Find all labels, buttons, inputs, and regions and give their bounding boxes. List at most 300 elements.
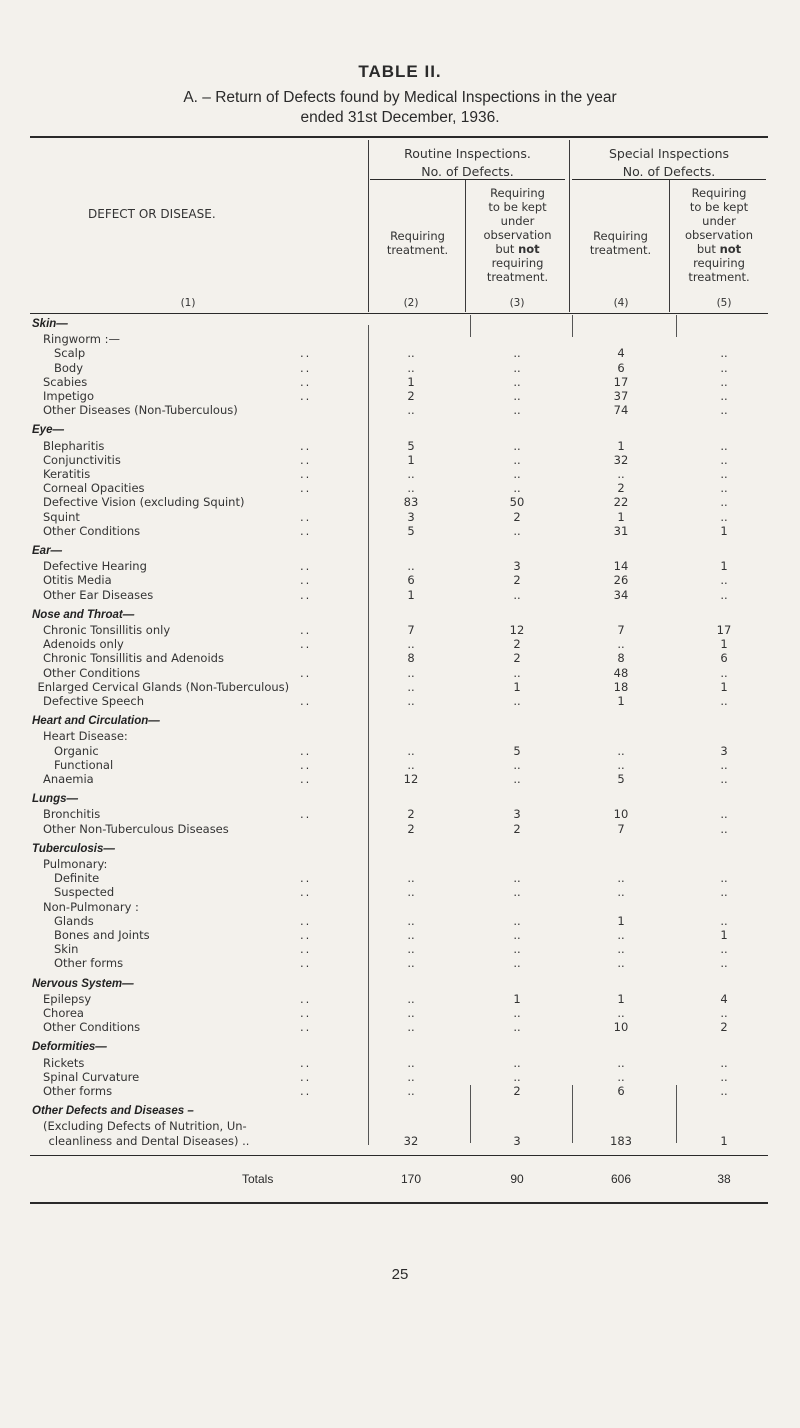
column-number-4: (4): [613, 297, 629, 309]
row-value: 2: [513, 509, 521, 524]
row-value: 3: [513, 559, 521, 574]
row-value: ..: [513, 360, 521, 375]
row-value: ..: [720, 665, 728, 680]
leader-dots: ..: [300, 928, 312, 942]
row-value: ..: [720, 509, 728, 524]
leader-dots: ..: [300, 623, 312, 637]
row-value: ..: [407, 559, 415, 574]
table-row: [0, 510, 800, 524]
row-label: Otitis Media: [43, 573, 112, 588]
row-value: 1: [720, 1133, 728, 1148]
row-value: ..: [513, 665, 521, 680]
leader-dots: ..: [300, 665, 312, 680]
header-col5-not: not: [719, 242, 742, 256]
row-label: Glands: [54, 913, 94, 928]
row-value: ..: [513, 757, 521, 772]
row-value: 1: [617, 438, 625, 453]
row-value: 83: [403, 495, 419, 510]
row-value: ..: [720, 452, 728, 467]
row-value: ..: [513, 346, 521, 361]
row-value: ..: [720, 1084, 728, 1098]
row-label: Corneal Opacities: [43, 481, 145, 496]
row-value: ..: [720, 573, 728, 588]
row-label: Other Non-Tuberculous Diseases: [43, 821, 229, 836]
column-number-1: (1): [180, 297, 196, 309]
row-value: 17: [613, 374, 629, 389]
table-row: [0, 332, 800, 346]
header-col5: [670, 186, 768, 284]
row-value: 2: [513, 637, 521, 652]
row-value: 1: [407, 452, 415, 467]
row-value: 4: [617, 346, 625, 361]
totals-top-rule: [30, 1155, 768, 1156]
column-number-2: (2): [403, 297, 419, 309]
leader-dots: ..: [300, 1069, 312, 1084]
header-col4-line-1: Requiring: [593, 229, 648, 243]
row-value: 12: [509, 623, 525, 637]
row-value: ..: [407, 1084, 415, 1098]
row-value: ..: [617, 928, 625, 942]
section-heading: Lungs—: [32, 793, 78, 806]
row-label: Other forms: [43, 1084, 113, 1098]
table-row: [0, 495, 800, 509]
leader-dots: ..: [300, 772, 312, 786]
row-label: Pulmonary:: [43, 857, 108, 871]
row-value: 34: [613, 587, 629, 602]
row-value: ..: [513, 523, 521, 538]
row-label: Spinal Curvature: [43, 1069, 140, 1084]
row-value: 2: [407, 821, 415, 836]
header-col5-line-7: treatment.: [688, 270, 750, 284]
row-value: ..: [407, 403, 415, 418]
row-value: ..: [513, 956, 521, 971]
row-value: 48: [613, 665, 629, 680]
row-value: ..: [720, 481, 728, 496]
row-value: ..: [407, 694, 415, 708]
row-label: Rickets: [43, 1055, 85, 1070]
leader-dots: ..: [300, 807, 312, 822]
row-value: ..: [407, 956, 415, 971]
row-value: ..: [513, 403, 521, 418]
row-label: cleanliness and Dental Diseases) ..: [48, 1133, 250, 1148]
table-row: [0, 694, 800, 708]
row-value: ..: [513, 587, 521, 602]
leader-dots: ..: [300, 871, 312, 886]
row-value: ..: [720, 1069, 728, 1084]
header-col4: [572, 229, 669, 257]
row-value: ..: [617, 743, 625, 758]
row-value: ..: [407, 743, 415, 758]
row-value: ..: [407, 637, 415, 652]
row-label: Keratitis: [43, 467, 91, 481]
row-label: Non-Pulmonary :: [43, 899, 139, 914]
row-value: ..: [720, 757, 728, 772]
table-row: [0, 651, 800, 665]
table-row: [0, 1056, 800, 1070]
row-value: 5: [617, 772, 625, 786]
section-heading: Nervous System—: [32, 977, 134, 990]
row-value: 5: [407, 523, 415, 538]
totals-value: 38: [717, 1172, 731, 1186]
header-col5-line-2: to be kept: [689, 200, 749, 214]
row-label: Defective Vision (excluding Squint): [43, 495, 245, 510]
row-value: ..: [407, 346, 415, 361]
row-label: Conjunctivitis: [43, 452, 121, 467]
row-label: Body: [54, 360, 84, 375]
row-value: 17: [716, 623, 732, 637]
row-value: ..: [720, 1055, 728, 1070]
header-special: [572, 145, 766, 181]
table-row: [0, 573, 800, 587]
row-value: ..: [720, 807, 728, 822]
table-row: [0, 885, 800, 899]
header-routine-line-1: Routine Inspections.: [404, 146, 531, 161]
table-row: [0, 744, 800, 758]
row-value: ..: [513, 438, 521, 453]
leader-dots: ..: [300, 467, 312, 481]
row-label: Impetigo: [43, 389, 95, 403]
leader-dots: ..: [300, 1055, 312, 1070]
row-value: ..: [720, 360, 728, 375]
leader-dots: ..: [300, 509, 312, 524]
row-value: ..: [513, 374, 521, 389]
row-value: ..: [720, 438, 728, 453]
row-label: Other Conditions: [43, 665, 141, 680]
row-value: ..: [720, 467, 728, 481]
row-label: Functional: [54, 757, 114, 772]
row-value: 4: [720, 991, 728, 1006]
row-value: ..: [617, 1006, 625, 1020]
header-col3-not: not: [518, 242, 540, 256]
row-value: ..: [720, 885, 728, 900]
header-col3-line-6: requiring: [491, 256, 544, 270]
leader-dots: ..: [300, 1006, 312, 1020]
row-value: ..: [513, 871, 521, 886]
row-value: ..: [513, 913, 521, 928]
table-row: [0, 666, 800, 680]
row-value: ..: [617, 956, 625, 971]
row-value: 6: [720, 651, 728, 666]
vline-3: [569, 140, 570, 312]
section-heading: Ear—: [32, 545, 63, 557]
row-value: ..: [617, 467, 625, 481]
row-value: ..: [513, 885, 521, 900]
table-row: [0, 1006, 800, 1020]
table-row: [0, 807, 800, 821]
row-value: ..: [617, 871, 625, 886]
header-col3-line-1: Requiring: [490, 186, 545, 200]
totals-label: Totals: [242, 1172, 274, 1186]
row-value: ..: [513, 452, 521, 467]
row-value: ..: [407, 1020, 415, 1035]
row-value: ..: [407, 467, 415, 481]
row-value: 1: [720, 523, 728, 538]
row-value: 1: [720, 679, 728, 694]
table-row: [0, 857, 800, 871]
row-value: 7: [617, 821, 625, 836]
row-value: 5: [407, 438, 415, 453]
table-row: [0, 871, 800, 885]
row-value: 3: [513, 807, 521, 822]
leader-dots: ..: [300, 885, 312, 900]
row-label: Suspected: [54, 885, 115, 900]
row-value: 1: [617, 913, 625, 928]
row-value: ..: [720, 403, 728, 418]
table-row: [0, 524, 800, 538]
row-label: Scabies: [43, 374, 88, 389]
row-label: Defective Hearing: [43, 559, 147, 574]
row-value: 1: [513, 679, 521, 694]
header-col3-line-2: to be kept: [488, 200, 547, 214]
row-value: 18: [613, 679, 629, 694]
row-label: Heart Disease:: [43, 729, 128, 744]
row-value: ..: [720, 495, 728, 510]
row-value: 1: [617, 991, 625, 1006]
row-value: ..: [407, 679, 415, 694]
row-value: 2: [513, 573, 521, 588]
table-row: [0, 942, 800, 956]
row-value: ..: [617, 637, 625, 652]
table-row: [0, 900, 800, 914]
row-value: 6: [617, 1084, 625, 1098]
row-label: Ringworm :—: [43, 332, 120, 347]
row-value: ..: [720, 942, 728, 957]
leader-dots: ..: [300, 374, 312, 389]
table-row: [0, 346, 800, 360]
row-label: Other Conditions: [43, 1020, 141, 1035]
leader-dots: ..: [300, 1020, 312, 1035]
row-value: ..: [513, 467, 521, 481]
row-label: Scalp: [54, 346, 86, 361]
header-col5-line-1: Requiring: [691, 186, 747, 200]
row-value: ..: [720, 871, 728, 886]
row-value: ..: [513, 1055, 521, 1070]
row-label: Squint: [43, 509, 80, 524]
row-value: ..: [407, 913, 415, 928]
table-row: [0, 1084, 800, 1098]
leader-dots: ..: [300, 956, 312, 971]
row-value: 1: [617, 694, 625, 708]
row-label: Enlarged Cervical Glands (Non-Tuberculous): [37, 679, 290, 694]
row-value: ..: [407, 481, 415, 496]
header-col2: [370, 229, 465, 257]
row-value: 22: [613, 495, 629, 510]
row-value: ..: [513, 1006, 521, 1020]
row-label: Anaemia: [43, 772, 94, 786]
row-label: Adenoids only: [43, 637, 124, 652]
row-value: 2: [617, 481, 625, 496]
row-value: ..: [617, 885, 625, 900]
row-value: 2: [407, 389, 415, 403]
row-value: ..: [513, 481, 521, 496]
row-label: Bronchitis: [43, 807, 101, 822]
row-label: Other Conditions: [43, 523, 141, 538]
table-row: [0, 956, 800, 970]
row-value: 3: [513, 1133, 521, 1148]
row-value: ..: [407, 942, 415, 957]
subtitle: [0, 88, 800, 128]
row-label: (Excluding Defects of Nutrition, Un-: [43, 1119, 247, 1134]
row-value: 7: [407, 623, 415, 637]
row-value: ..: [513, 942, 521, 957]
table-row: [0, 403, 800, 417]
row-value: 2: [407, 807, 415, 822]
table-row: [0, 389, 800, 403]
row-value: ..: [513, 928, 521, 942]
table-row: [0, 1134, 800, 1148]
row-value: ..: [513, 389, 521, 403]
row-value: 8: [407, 651, 415, 666]
subtitle-line-1: A. – Return of Defects found by Medical Inspections in the year: [183, 89, 617, 106]
row-value: 1: [720, 928, 728, 942]
row-value: 3: [407, 509, 415, 524]
header-col3-line-4: observation: [483, 228, 552, 242]
leader-dots: ..: [300, 991, 312, 1006]
row-value: ..: [720, 772, 728, 786]
page-number: 25: [391, 1266, 409, 1283]
row-value: ..: [720, 1006, 728, 1020]
leader-dots: ..: [300, 452, 312, 467]
subtitle-line-2: ended 31st December, 1936.: [300, 109, 500, 126]
row-value: 2: [513, 1084, 521, 1098]
leader-dots: ..: [300, 573, 312, 588]
column-number-5: (5): [716, 297, 732, 309]
header-col5-line-5: [670, 242, 768, 256]
row-value: ..: [513, 1069, 521, 1084]
row-value: ..: [720, 821, 728, 836]
row-value: 2: [513, 651, 521, 666]
row-value: ..: [407, 665, 415, 680]
header-col5-but: but: [696, 242, 720, 256]
row-value: 32: [403, 1133, 419, 1148]
row-value: 6: [617, 360, 625, 375]
row-label: Other forms: [54, 956, 124, 971]
row-label: Skin: [54, 942, 79, 957]
row-value: 3: [720, 743, 728, 758]
top-rule: [30, 136, 768, 138]
header-col5-line-6: requiring: [693, 256, 745, 270]
row-value: ..: [720, 956, 728, 971]
header-col4-line-2: treatment.: [589, 243, 652, 257]
row-label: Other Diseases (Non-Tuberculous): [43, 403, 238, 418]
row-value: 12: [403, 772, 419, 786]
table-row: [0, 439, 800, 453]
row-value: ..: [513, 772, 521, 786]
row-label: Bones and Joints: [54, 928, 150, 942]
row-value: ..: [407, 928, 415, 942]
row-value: 1: [407, 587, 415, 602]
table-row: [0, 453, 800, 467]
table-row: [0, 375, 800, 389]
leader-dots: ..: [300, 757, 312, 772]
table-row: [0, 758, 800, 772]
table-row: [0, 559, 800, 573]
table-row: [0, 588, 800, 602]
row-value: 183: [610, 1133, 632, 1148]
row-value: 26: [613, 573, 629, 588]
section-heading: Tuberculosis—: [32, 842, 115, 855]
section-heading: Skin—: [32, 318, 68, 330]
header-col3: [466, 186, 569, 284]
row-value: 32: [613, 452, 629, 467]
leader-dots: ..: [300, 523, 312, 538]
row-value: ..: [407, 1069, 415, 1084]
header-defect: DEFECT OR DISEASE.: [88, 207, 216, 221]
row-label: Blepharitis: [43, 438, 105, 453]
totals-value: 606: [610, 1172, 632, 1186]
header-bottom-rule: [30, 313, 768, 314]
row-value: ..: [513, 1020, 521, 1035]
row-label: Other Ear Diseases: [43, 587, 154, 602]
header-routine-line-2: No. of Defects.: [421, 164, 514, 179]
leader-dots: ..: [300, 438, 312, 453]
section-heading: Heart and Circulation—: [32, 715, 160, 728]
totals-value: 90: [510, 1172, 524, 1186]
row-value: 2: [720, 1020, 728, 1035]
row-value: ..: [617, 757, 625, 772]
row-value: ..: [407, 991, 415, 1006]
row-label: Defective Speech: [43, 694, 144, 708]
table-row: [0, 1070, 800, 1084]
table-row: [0, 1119, 800, 1133]
section-heading: Eye—: [32, 424, 64, 437]
table-row: [0, 729, 800, 743]
table-row: [0, 822, 800, 836]
header-col3-but: but: [495, 242, 519, 256]
row-value: 7: [617, 623, 625, 637]
row-value: 1: [617, 509, 625, 524]
row-value: ..: [407, 871, 415, 886]
header-routine: [370, 145, 565, 181]
leader-dots: ..: [300, 360, 312, 375]
row-value: 1: [407, 374, 415, 389]
row-value: ..: [720, 389, 728, 403]
row-value: 50: [509, 495, 525, 510]
row-value: ..: [407, 757, 415, 772]
leader-dots: ..: [300, 694, 312, 708]
table-row: [0, 680, 800, 694]
section-heading: Deformities—: [32, 1041, 107, 1054]
row-value: 10: [613, 807, 629, 822]
vline-1: [368, 140, 369, 312]
row-label: Definite: [54, 871, 100, 886]
header-special-line-1: Special Inspections: [608, 146, 730, 161]
table-row: [0, 481, 800, 495]
row-value: ..: [407, 1006, 415, 1020]
table-row: [0, 361, 800, 375]
leader-dots: ..: [300, 942, 312, 957]
page-title: TABLE II.: [358, 62, 442, 81]
row-value: ..: [407, 885, 415, 900]
header-special-line-2: No. of Defects.: [622, 164, 716, 179]
row-value: ..: [407, 1055, 415, 1070]
leader-dots: ..: [300, 389, 312, 403]
row-value: 5: [513, 743, 521, 758]
leader-dots: ..: [300, 743, 312, 758]
leader-dots: ..: [300, 346, 312, 361]
row-label: Chronic Tonsillitis and Adenoids: [43, 651, 224, 666]
row-value: ..: [720, 913, 728, 928]
leader-dots: ..: [300, 481, 312, 496]
row-value: ..: [720, 694, 728, 708]
row-value: 1: [513, 991, 521, 1006]
header-col2-line-2: treatment.: [386, 243, 449, 257]
table-row: [0, 914, 800, 928]
table-row: [0, 467, 800, 481]
bottom-rule: [30, 1202, 768, 1204]
row-label: Organic: [54, 743, 99, 758]
row-value: 10: [613, 1020, 629, 1035]
